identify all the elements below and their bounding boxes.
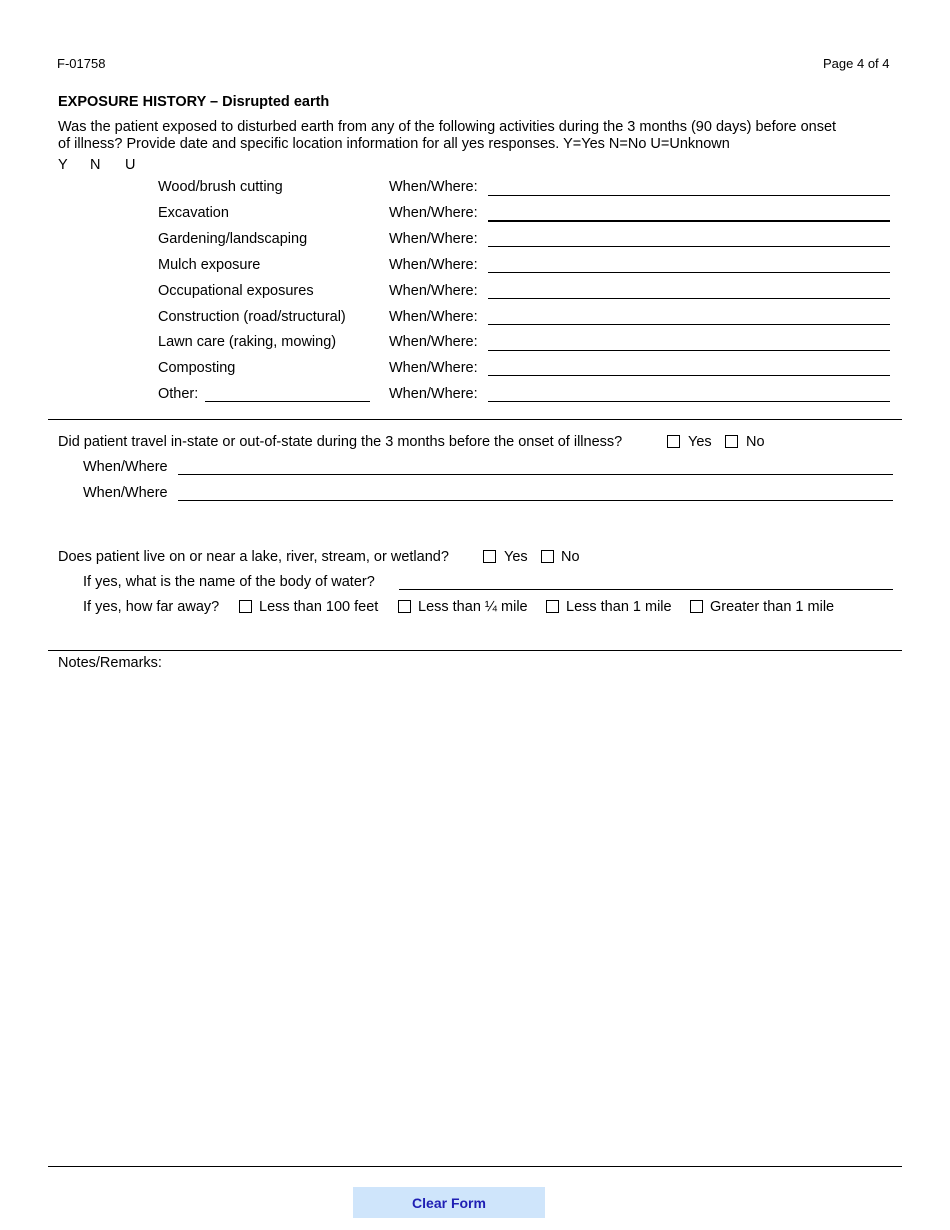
section-divider (48, 650, 902, 651)
column-u-label: U (125, 157, 136, 173)
distance-option-label: Less than 100 feet (259, 599, 379, 615)
when-where-label: When/Where: (389, 257, 478, 273)
clear-form-button[interactable]: Clear Form (353, 1187, 545, 1218)
intro-text-line1: Was the patient exposed to disturbed earth from any of the following activities during the 3 months (90 days) before onset (58, 119, 837, 135)
travel-when-where-label: When/Where (83, 459, 168, 475)
when-where-field[interactable] (488, 195, 890, 196)
water-question: Does patient live on or near a lake, river, stream, or wetland? (58, 549, 449, 565)
activity-label: Composting (158, 360, 236, 376)
travel-no-checkbox[interactable] (725, 435, 738, 448)
activity-label: Mulch exposure (158, 257, 261, 273)
when-where-field[interactable] (488, 350, 890, 351)
activity-label: Gardening/landscaping (158, 231, 308, 247)
when-where-field[interactable] (488, 220, 890, 222)
when-where-label: When/Where: (389, 205, 478, 221)
when-where-label: When/Where: (389, 360, 478, 376)
distance-quarter-mile-checkbox[interactable] (398, 600, 411, 613)
when-where-label: When/Where: (389, 231, 478, 247)
distance-option-label: Less than 1 mile (566, 599, 672, 615)
activity-label: Occupational exposures (158, 283, 314, 299)
section-divider (48, 419, 902, 420)
when-where-field[interactable] (488, 401, 890, 402)
notes-label: Notes/Remarks: (58, 655, 162, 671)
travel-when-where-label: When/Where (83, 485, 168, 501)
water-name-field[interactable] (399, 589, 893, 590)
when-where-field[interactable] (488, 324, 890, 325)
distance-option-label: Greater than 1 mile (710, 599, 835, 615)
water-no-checkbox[interactable] (541, 550, 554, 563)
distance-1mile-checkbox[interactable] (546, 600, 559, 613)
column-y-label: Y (58, 157, 68, 173)
when-where-field[interactable] (488, 246, 890, 247)
travel-yes-label: Yes (688, 434, 712, 450)
notes-textarea[interactable] (58, 676, 893, 1156)
form-number: F-01758 (57, 56, 106, 71)
when-where-label: When/Where: (389, 386, 478, 402)
water-no-label: No (561, 549, 580, 565)
other-activity-field[interactable] (205, 401, 370, 402)
travel-no-label: No (746, 434, 765, 450)
water-yes-checkbox[interactable] (483, 550, 496, 563)
when-where-field[interactable] (488, 375, 890, 376)
intro-text-line2: of illness? Provide date and specific location information for all yes responses. Y=Yes N=No U=Unknown (58, 136, 730, 152)
when-where-field[interactable] (488, 298, 890, 299)
water-name-question: If yes, what is the name of the body of water? (83, 574, 375, 590)
when-where-label: When/Where: (389, 283, 478, 299)
activity-label: Lawn care (raking, mowing) (158, 334, 337, 350)
travel-yes-checkbox[interactable] (667, 435, 680, 448)
when-where-label: When/Where: (389, 334, 478, 350)
distance-option-label: Less than ¼ mile (418, 599, 528, 615)
travel-when-where-field[interactable] (178, 474, 893, 475)
activity-label: Wood/brush cutting (158, 179, 283, 195)
when-where-field[interactable] (488, 272, 890, 273)
column-n-label: N (90, 157, 101, 173)
travel-when-where-field[interactable] (178, 500, 893, 501)
section-divider (48, 1166, 902, 1167)
activity-label: Excavation (158, 205, 229, 221)
activity-label: Construction (road/structural) (158, 309, 346, 325)
water-yes-label: Yes (504, 549, 528, 565)
page-number: Page 4 of 4 (823, 56, 890, 71)
distance-100ft-checkbox[interactable] (239, 600, 252, 613)
distance-greater-1mile-checkbox[interactable] (690, 600, 703, 613)
activity-label: Other: (158, 386, 199, 402)
distance-question: If yes, how far away? (83, 599, 220, 615)
when-where-label: When/Where: (389, 309, 478, 325)
when-where-label: When/Where: (389, 179, 478, 195)
travel-question: Did patient travel in-state or out-of-state during the 3 months before the onset of illness? (58, 434, 623, 450)
section-title: EXPOSURE HISTORY – Disrupted earth (58, 94, 330, 110)
